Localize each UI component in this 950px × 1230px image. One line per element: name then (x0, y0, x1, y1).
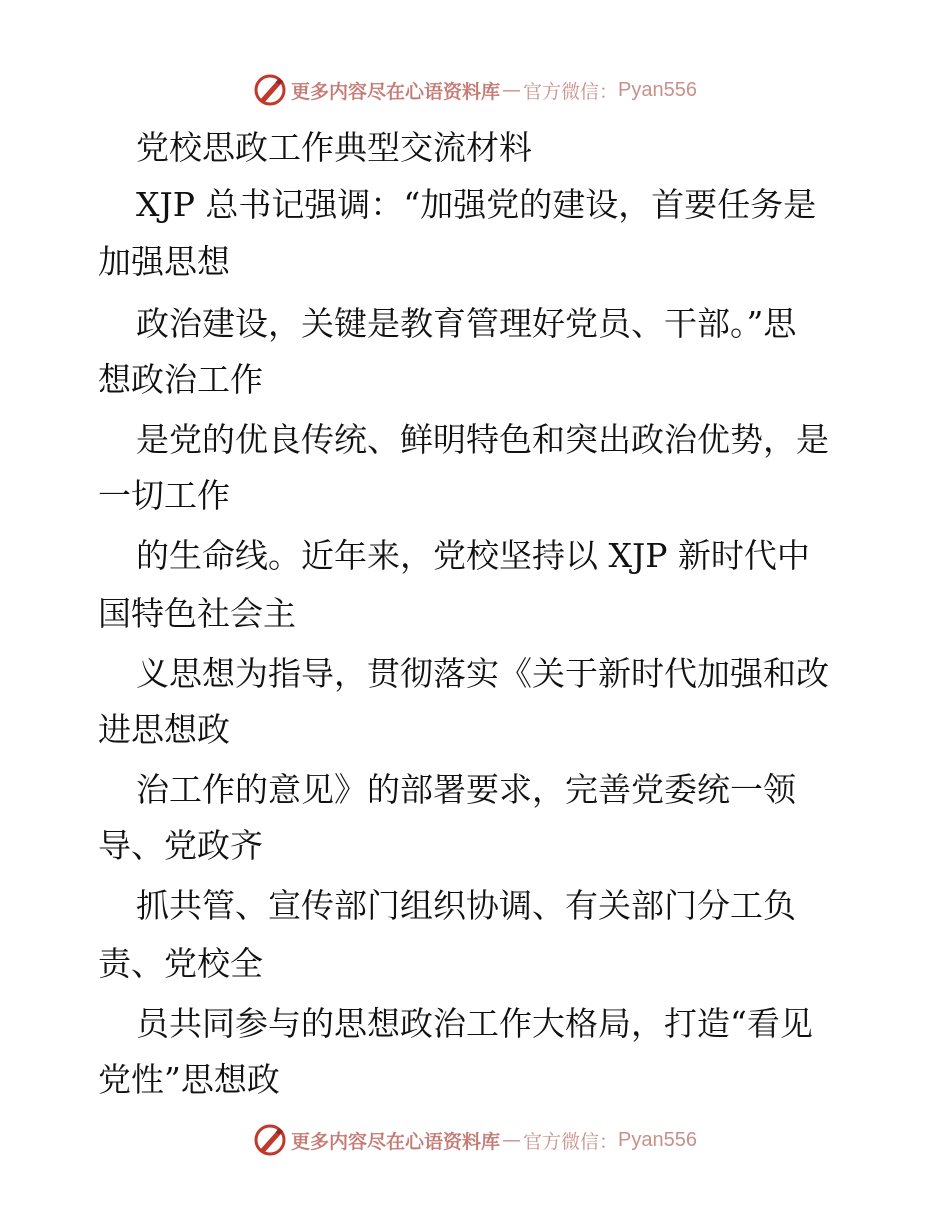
pen-logo-icon (253, 1123, 287, 1157)
paragraph-line: 责、党校全 (98, 944, 263, 983)
footer-brand-text: 更多内容尽在心语资料库 (291, 1130, 501, 1153)
header-separator: — (502, 79, 522, 101)
paragraph-line: XJP 总书记强调：“加强党的建设，首要任务是 (136, 185, 817, 224)
paragraph-line: 加强思想 (98, 242, 230, 281)
paragraph-line: 一切工作 (98, 476, 230, 515)
paragraph-line: 员共同参与的思想政治工作大格局，打造“看见 (136, 1004, 813, 1043)
header-brand-text: 更多内容尽在心语资料库 (291, 80, 501, 103)
paragraph-line: 的生命线。近年来，党校坚持以 XJP 新时代中 (136, 536, 810, 575)
header-wechat-label: 官方微信： (523, 80, 619, 103)
paragraph-line: 是党的优良传统、鲜明特色和突出政治优势，是 (136, 420, 829, 459)
paragraph-line: 进思想政 (98, 710, 230, 749)
paragraph-line: 国特色社会主 (98, 594, 296, 633)
paragraph-line: 导、党政齐 (98, 826, 263, 865)
footer-wechat-label: 官方微信： (523, 1130, 619, 1153)
paragraph-line: 义思想为指导，贯彻落实《关于新时代加强和改 (136, 654, 829, 693)
paragraph-line: 党性”思想政 (98, 1060, 280, 1099)
header-wechat-id: Pyan556 (618, 78, 697, 101)
document-title: 党校思政工作典型交流材料 (136, 128, 532, 167)
footer-wechat-id: Pyan556 (618, 1128, 697, 1151)
footer-separator: — (502, 1129, 522, 1151)
header-watermark (0, 68, 950, 112)
paragraph-line: 抓共管、宣传部门组织协调、有关部门分工负 (136, 886, 796, 925)
pen-logo-icon (253, 73, 287, 107)
paragraph-line: 治工作的意见》的部署要求，完善党委统一领 (136, 770, 796, 809)
paragraph-line: 政治建设，关键是教育管理好党员、干部。”思 (136, 304, 797, 343)
paragraph-line: 想政治工作 (98, 360, 263, 399)
footer-watermark (0, 1118, 950, 1162)
